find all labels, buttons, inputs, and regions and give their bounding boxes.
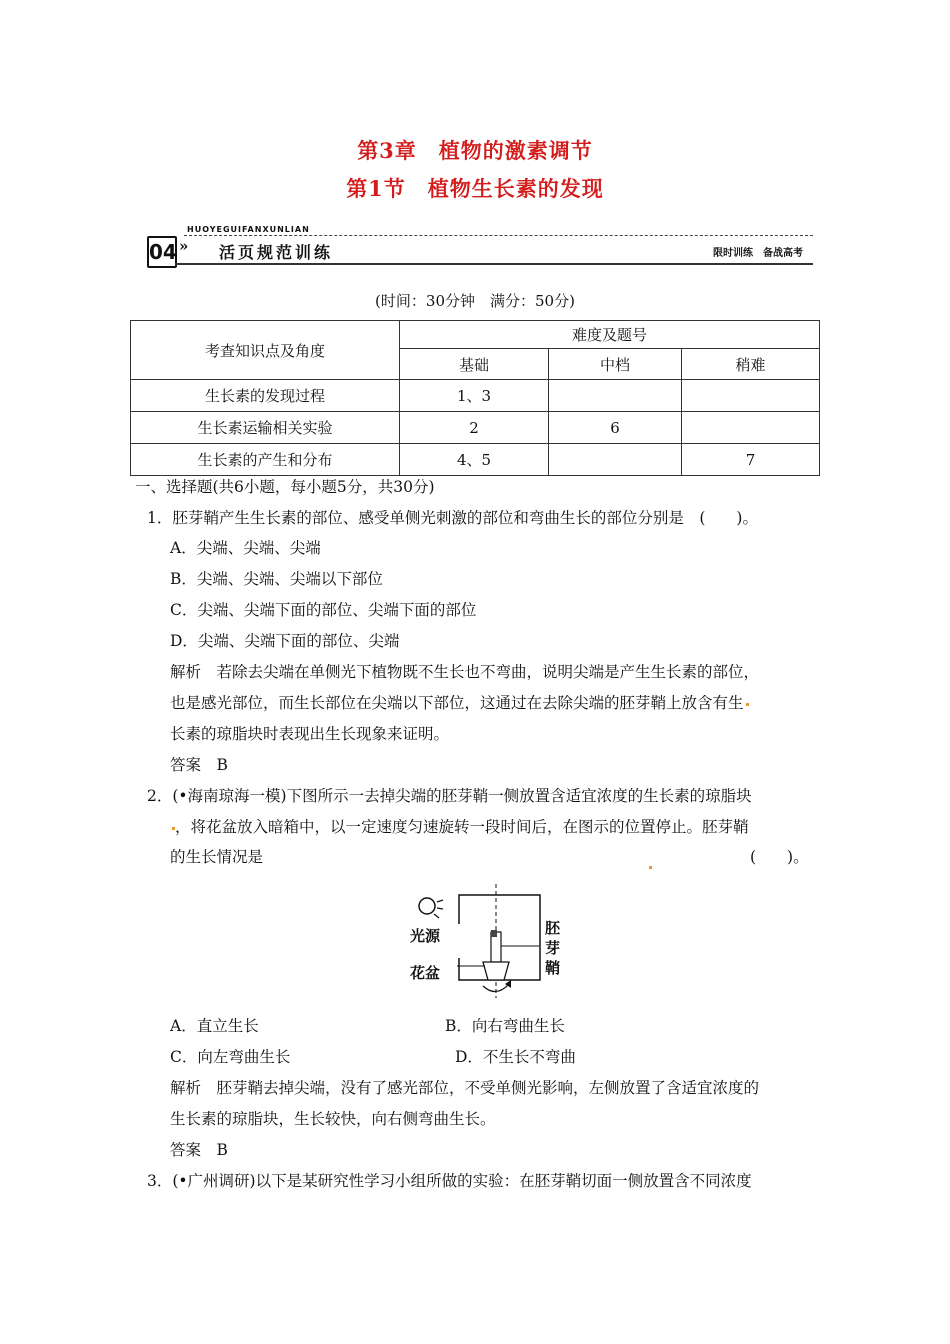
table-row <box>131 412 820 444</box>
row-cell <box>682 380 820 412</box>
knowledge-table <box>130 320 820 476</box>
row-cell <box>682 412 820 444</box>
q2-stem-row <box>170 812 749 842</box>
mark-dot <box>649 866 652 869</box>
q1-stem: 1．胚芽鞘产生生长素的部位、感受单侧光刺激的部位和弯曲生长的部位分别是 ( )。 <box>147 509 758 527</box>
banner-rule <box>175 263 813 265</box>
q2-answer: 答案 B <box>170 1141 228 1159</box>
q1-analysis-line: 长素的琼脂块时表现出生长现象来证明。 <box>170 725 450 743</box>
row-topic: 生长素的发现过程 <box>131 380 400 412</box>
q2-analysis-line: 解析 胚芽鞘去掉尖端，没有了感光部位，不受单侧光影响，左侧放置了含适宜浓度的 <box>170 1079 760 1097</box>
coleoptile-figure <box>405 880 575 1000</box>
light-ray <box>434 914 439 918</box>
mark-dot <box>746 703 749 706</box>
pot-label: 花盆 <box>410 964 441 982</box>
banner-pinyin: HUOYEGUIFANXUNLIAN <box>187 225 310 234</box>
row-cell <box>549 444 682 476</box>
q1-analysis-row <box>170 688 749 718</box>
section-title: 第1节 植物生长素的发现 <box>346 176 604 201</box>
light-ray <box>437 900 443 902</box>
q2-option-c: C．向左弯曲生长 <box>170 1048 291 1066</box>
row-cell: 1、3 <box>400 380 549 412</box>
practice-banner <box>147 225 813 266</box>
chevron-icon: » <box>179 237 189 255</box>
dashed-rule <box>184 235 813 236</box>
row-topic: 生长素的产生和分布 <box>131 444 400 476</box>
light-label: 光源 <box>410 927 441 945</box>
q3-stem: 3．(•广州调研)以下是某研究性学习小组所做的实验：在胚芽鞘切面一侧放置含不同浓度 <box>147 1172 752 1190</box>
section-heading: 一、选择题(共6小题，每小题5分，共30分) <box>135 478 435 496</box>
q2-option-a: A．直立生长 <box>170 1017 259 1035</box>
q1-option-b: B．尖端、尖端、尖端以下部位 <box>170 570 383 588</box>
q1-option-a: A．尖端、尖端、尖端 <box>170 539 321 557</box>
q2-analysis-line: 生长素的琼脂块，生长较快，向右侧弯曲生长。 <box>170 1110 496 1128</box>
header-topic: 考查知识点及角度 <box>131 321 400 380</box>
flower-pot <box>483 962 509 980</box>
row-cell: 4、5 <box>400 444 549 476</box>
row-cell: 7 <box>682 444 820 476</box>
q2-option-d: D．不生长不弯曲 <box>455 1048 576 1066</box>
header-difficulty: 难度及题号 <box>400 321 820 349</box>
q1-analysis-line: 也是感光部位，而生长部位在尖端以下部位，这通过在去除尖端的胚芽鞘上放含有生 <box>170 694 744 712</box>
q1-analysis-line: 解析 若除去尖端在单侧光下植物既不生长也不弯曲，说明尖端是产生生长素的部位， <box>170 663 760 681</box>
q1-answer: 答案 B <box>170 756 228 774</box>
q2-option-b: B．向右弯曲生长 <box>445 1017 565 1035</box>
q2-mark <box>647 857 652 876</box>
sun-icon <box>419 898 435 914</box>
row-cell: 2 <box>400 412 549 444</box>
time-info: (时间：30分钟 满分：50分) <box>375 292 575 310</box>
chapter-title: 第3章 植物的激素调节 <box>357 138 593 163</box>
row-cell <box>549 380 682 412</box>
q2-stem-line: 2．(•海南琼海一模)下图所示一去掉尖端的胚芽鞘一侧放置含适宜浓度的生长素的琼脂块 <box>147 787 752 805</box>
q1-option-c: C．尖端、尖端下面的部位、尖端下面的部位 <box>170 601 477 619</box>
banner-slogan: 限时训练 备战高考 <box>713 248 803 259</box>
q2-blank: ( )。 <box>750 848 809 866</box>
table-row <box>131 380 820 412</box>
agar-block <box>491 930 497 937</box>
table-row <box>131 444 820 476</box>
q1-option-d: D．尖端、尖端下面的部位、尖端 <box>170 632 400 650</box>
col-medium: 中档 <box>549 349 682 380</box>
q2-stem-line: 的生长情况是 <box>170 848 264 866</box>
banner-number: 04 <box>147 236 177 268</box>
banner-name: 活页规范训练 <box>219 243 334 262</box>
col-basic: 基础 <box>400 349 549 380</box>
row-cell: 6 <box>549 412 682 444</box>
q2-stem-line: ，将花盆放入暗箱中，以一定速度匀速旋转一段时间后，在图示的位置停止。胚芽鞘 <box>175 818 749 836</box>
col-hard: 稍难 <box>682 349 820 380</box>
light-ray <box>437 908 443 909</box>
row-topic: 生长素运输相关实验 <box>131 412 400 444</box>
sheath-label: 胚芽鞘 <box>545 919 561 977</box>
